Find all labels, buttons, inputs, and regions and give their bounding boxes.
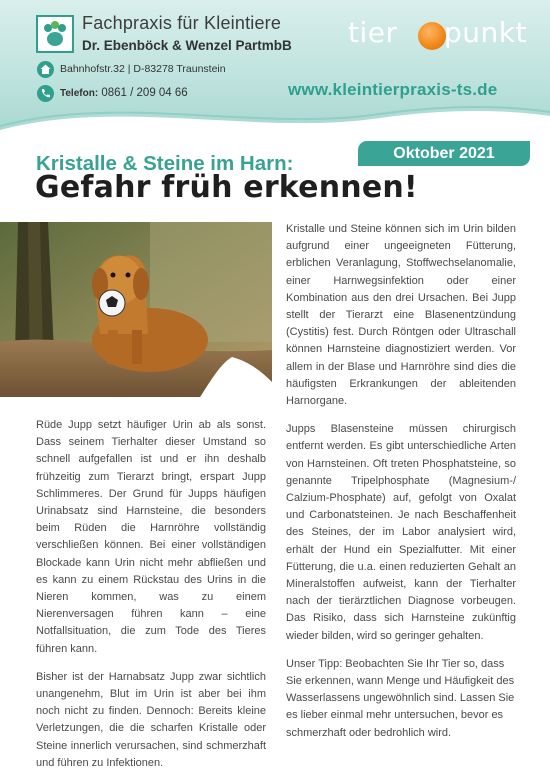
brand-part2: punkt bbox=[444, 16, 527, 49]
practice-logo[interactable] bbox=[36, 15, 74, 53]
dog-with-ball-image bbox=[0, 222, 272, 397]
website-link[interactable]: www.kleintierpraxis-ts.de bbox=[288, 80, 498, 99]
tip-paragraph: Unser Tipp: Beobachten Sie Ihr Tier so, dass Sie erkennen, wann Menge und Häufigkeit des Wasserlassens ungewöhnlich sind. Lassen Sie es lieber einmal mehr untersuchen, bevor es schmerzhaft oder bedrohlich wird. bbox=[286, 657, 515, 739]
article-headline: Gefahr früh erkennen! bbox=[35, 170, 418, 205]
home-icon bbox=[37, 61, 54, 78]
paragraph: Jupps Blasensteine müssen chirurgisch entfernt werden. Es gibt unterschiedliche Arten von Harnsteinen. Oft treten Phosphatsteine, so genannte Tripelphosphate (Magnesium-/ Calzium-Phosphate) auf, gefolgt von Oxalat und Carbonatsteinen. Je nach Beschaffenheit des Steines, der im Labor analysiert wird, erhält der Hund ein Spezialfutter. Mit einer Fütterung, die u.a. einen reduzierten Gehalt an Mineralstoffen aufweist, kann der Tierhalter nach der tierärztlichen Diagnose vorbeugen. Das Risiko, dass sich Harnsteine zukünftig wieder bilden, wird so geringer gehalten. bbox=[286, 423, 516, 642]
article-right-column bbox=[286, 221, 516, 753]
article-kicker: Kristalle & Steine im Harn: bbox=[36, 152, 294, 175]
practice-address: Bahnhofstr.32 | D-83278 Traunstein bbox=[60, 63, 226, 75]
page-header bbox=[0, 0, 550, 140]
phone-label: Telefon: bbox=[60, 88, 99, 99]
article-left-column bbox=[36, 417, 266, 783]
brand-dot-icon bbox=[418, 22, 446, 50]
issue-date-badge: Oktober 2021 bbox=[358, 141, 530, 166]
paragraph: Bisher ist der Harnabsatz Jupp zwar sichtlich unangenehm, Blut im Urin ist aber bei ihm noch nicht zu finden. Dennoch: Bereits kleine Verletzungen, die die scharfen Kristalle oder Steine innerlich verursachen, sind schmerzhaft und führen zu Infektionen. bbox=[36, 670, 266, 769]
phone-number: 0861 / 209 04 66 bbox=[101, 87, 188, 99]
paragraph: Kristalle und Steine können sich im Urin bilden aufgrund einer ungeeigneten Fütterung, erblichen Veranlagung, Stoffwechselanomalie, einer Harnwegsinfektion oder einer Kombination aus den drei Ursachen. Bei Jupp stellt der Tierarzt eine Blasenentzündung (Cystitis) fest. Durch Röntgen oder Ultraschall können Harnsteine diagnostiziert werden. Vor allem in der Blase und Harnröhre sind dies die häufigsten Erkrankungen der ableitenden Harnorgane. bbox=[286, 223, 516, 408]
paw-icon bbox=[38, 17, 72, 51]
practice-name: Fachpraxis für Kleintiere bbox=[82, 13, 282, 33]
brand-part1: tier bbox=[348, 16, 398, 49]
brand-logo bbox=[348, 14, 528, 54]
practice-phone[interactable] bbox=[60, 87, 188, 99]
practice-subtitle: Dr. Ebenböck & Wenzel PartmbB bbox=[82, 38, 292, 53]
phone-icon bbox=[37, 85, 54, 102]
paragraph: Rüde Jupp setzt häufiger Urin ab als sonst. Dass seinem Tierhalter dieser Umstand so schnell aufgefallen ist und er ihn deshalb frühzeitig zum Tierarzt bringt, erspart Jupp Schlimmeres. Der Grund für Jupps häufigen Urinabsatz sind Harnsteine, die besonders beim Rüden die Harnröhre vollständig verschließen können. Bei einer vollständigen Blockade kann Urin nicht mehr abfließen und es kann zu einem Rückstau des Urins in die Nieren kommen, was zu einem Nierenversagen führen kann – eine Notfallsituation, die zum Tode des Tieres führen kann. bbox=[36, 419, 266, 655]
article-photo bbox=[0, 222, 272, 522]
photo-credit: © photomaster.ru bbox=[4, 475, 10, 522]
